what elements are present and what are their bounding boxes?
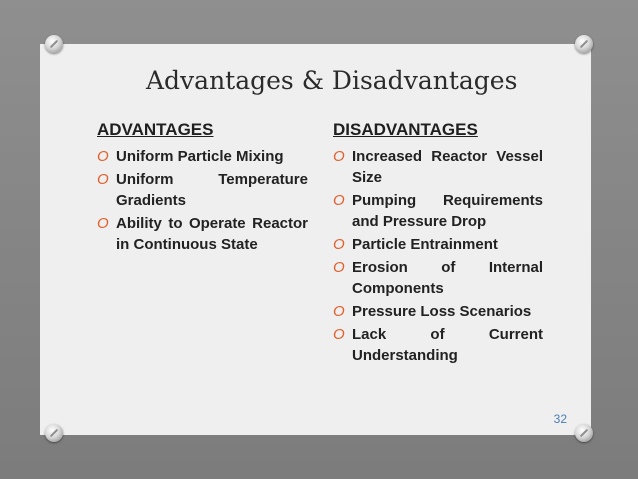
bullet-icon: O [333, 192, 345, 209]
list-item: O Ability to Operate Reactor in Continuous State [97, 215, 308, 253]
list-item: O Pressure Loss Scenarios [333, 303, 532, 320]
list-item: O Increased Reactor Vessel Size [333, 148, 543, 186]
list-item: O Lack of Current Understanding [333, 326, 543, 364]
slide-title: Advantages & Disadvantages [146, 66, 518, 95]
advantages-heading: ADVANTAGES [97, 120, 214, 139]
bullet-icon: O [333, 148, 345, 165]
disadvantages-heading: DISADVANTAGES [333, 120, 478, 139]
advantages-list [97, 146, 308, 257]
screw-top-right-icon [575, 35, 593, 53]
screw-bottom-right-icon [575, 424, 593, 442]
disadvantages-list [333, 146, 543, 368]
bullet-icon: O [97, 215, 109, 232]
list-item: O Erosion of Internal Components [333, 259, 543, 297]
bullet-icon: O [333, 259, 345, 276]
page-number: 32 [553, 412, 567, 426]
screw-bottom-left-icon [45, 424, 63, 442]
list-item: O Uniform Temperature Gradients [97, 171, 308, 209]
bullet-icon: O [97, 171, 109, 188]
bullet-icon: O [333, 326, 345, 343]
list-item: O Pumping Requirements and Pressure Drop [333, 192, 543, 230]
screw-top-left-icon [45, 35, 63, 53]
bullet-icon: O [333, 236, 345, 253]
bullet-icon: O [333, 303, 345, 320]
list-item: O Uniform Particle Mixing [97, 148, 284, 165]
list-item: O Particle Entrainment [333, 236, 498, 253]
bullet-icon: O [97, 148, 109, 165]
